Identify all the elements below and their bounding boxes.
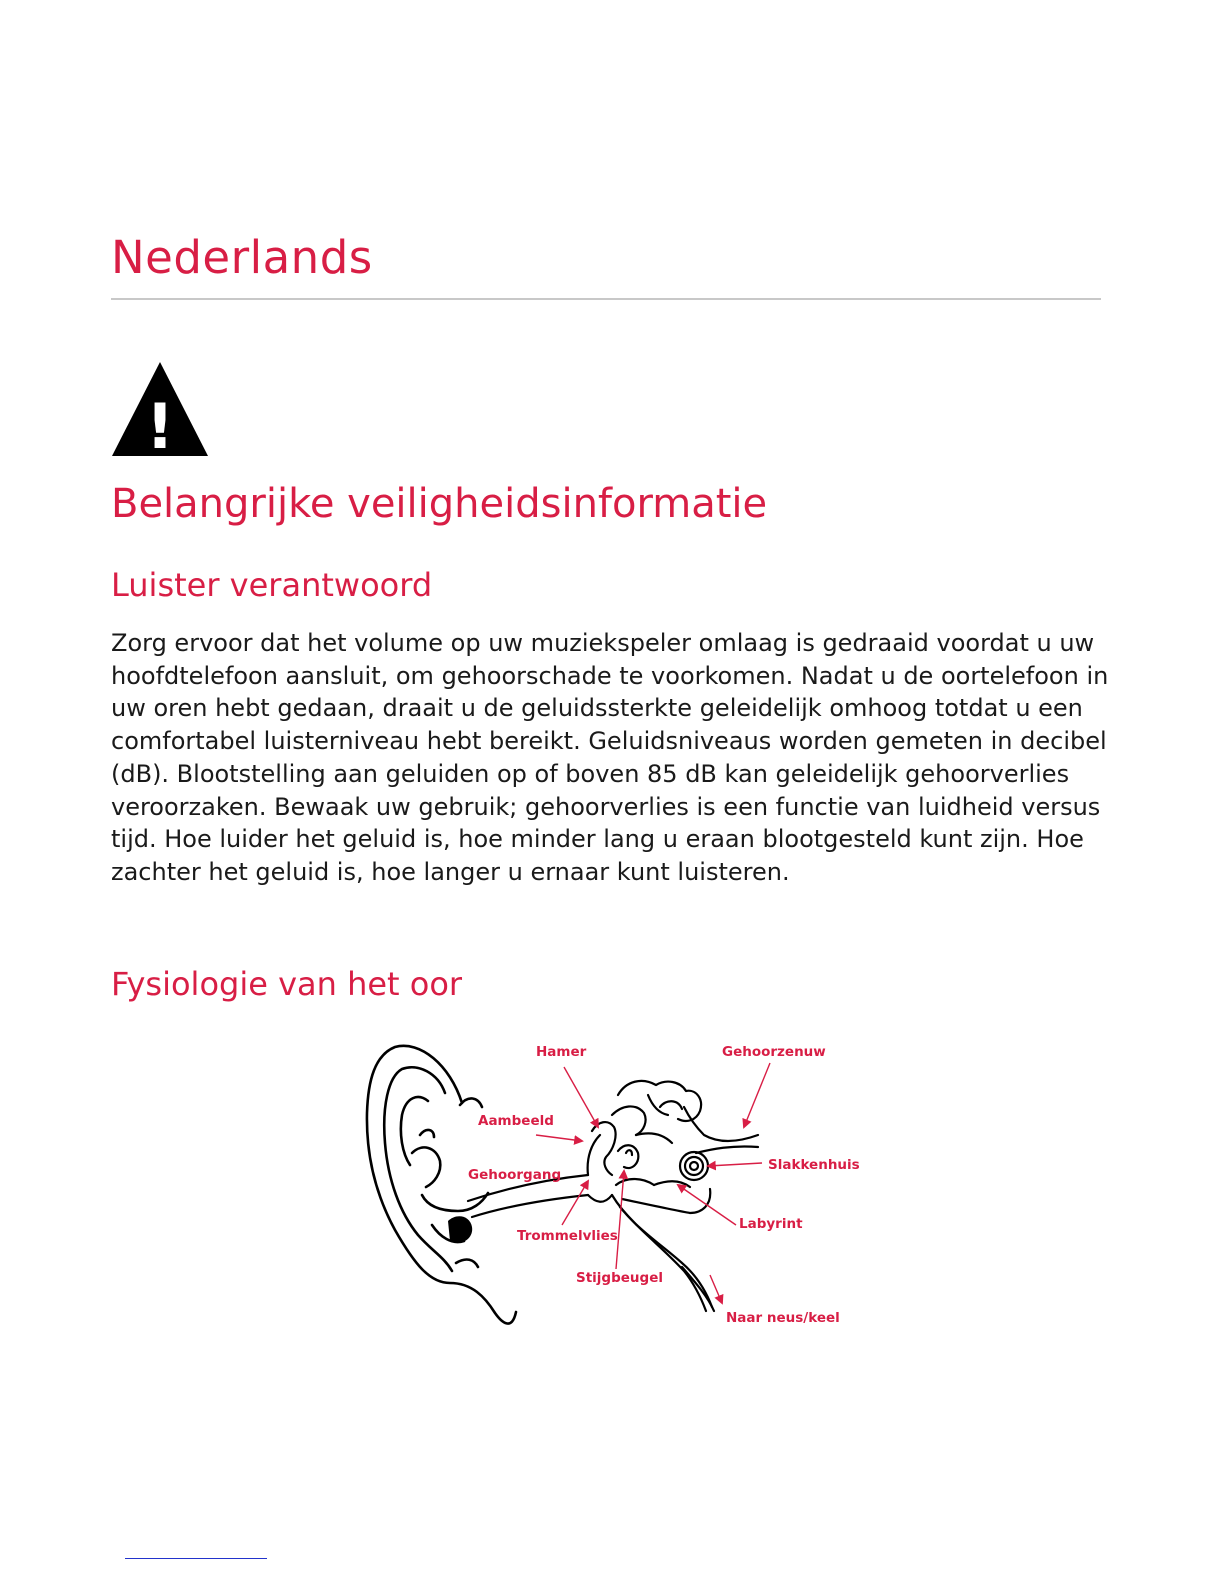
label-gehoorgang: Gehoorgang: [468, 1167, 562, 1183]
ear-diagram-svg: [360, 1035, 870, 1335]
label-hamer: Hamer: [536, 1044, 587, 1060]
title-divider: [111, 298, 1101, 300]
warning-exclamation: !: [145, 390, 175, 458]
label-labyrint: Labyrint: [739, 1216, 803, 1232]
outer-ear-drawing: [367, 1046, 516, 1324]
section-heading-listen: Luister verantwoord: [111, 566, 433, 604]
footer-divider: [125, 1558, 267, 1559]
listen-body-text: Zorg ervoor dat het volume op uw muziekspeler omlaag is gedraaid voordat u uw hoofdtelefoon aansluit, om gehoorschade te voorkomen. Nadat u de oortelefoon in uw oren hebt gedaan, draait u de geluidssterkte geleidelijk omhoog totdat u een comfortabel luisterniveau hebt bereikt. Geluidsniveaus worden gemeten in decibel (dB). Blootstelling aan geluiden op of boven 85 dB kan geleidelijk gehoorverlies veroorzaken. Bewaak uw gebruik; gehoorverlies is een functie van luidheid versus tijd. Hoe luider het geluid is, hoe minder lang u eraan blootgesteld kunt zijn. Hoe zachter het geluid is, hoe langer u ernaar kunt luisteren.: [111, 629, 1109, 886]
section-heading-ear: Fysiologie van het oor: [111, 965, 463, 1003]
label-gehoorzenuw: Gehoorzenuw: [722, 1044, 826, 1060]
language-title: Nederlands: [111, 231, 373, 284]
label-naar-neus-keel: Naar neus/keel: [726, 1310, 840, 1326]
page-title: Belangrijke veiligheidsinformatie: [111, 481, 768, 527]
label-pointers: [536, 1063, 770, 1303]
label-slakkenhuis: Slakkenhuis: [768, 1157, 860, 1173]
label-trommelvlies: Trommelvlies: [517, 1228, 618, 1244]
warning-triangle-icon: [111, 360, 209, 458]
label-aambeeld: Aambeeld: [478, 1113, 554, 1129]
ear-canal-shadow: [448, 1216, 472, 1243]
label-stijgbeugel: Stijgbeugel: [576, 1270, 663, 1286]
ear-anatomy-diagram: [360, 1035, 870, 1335]
